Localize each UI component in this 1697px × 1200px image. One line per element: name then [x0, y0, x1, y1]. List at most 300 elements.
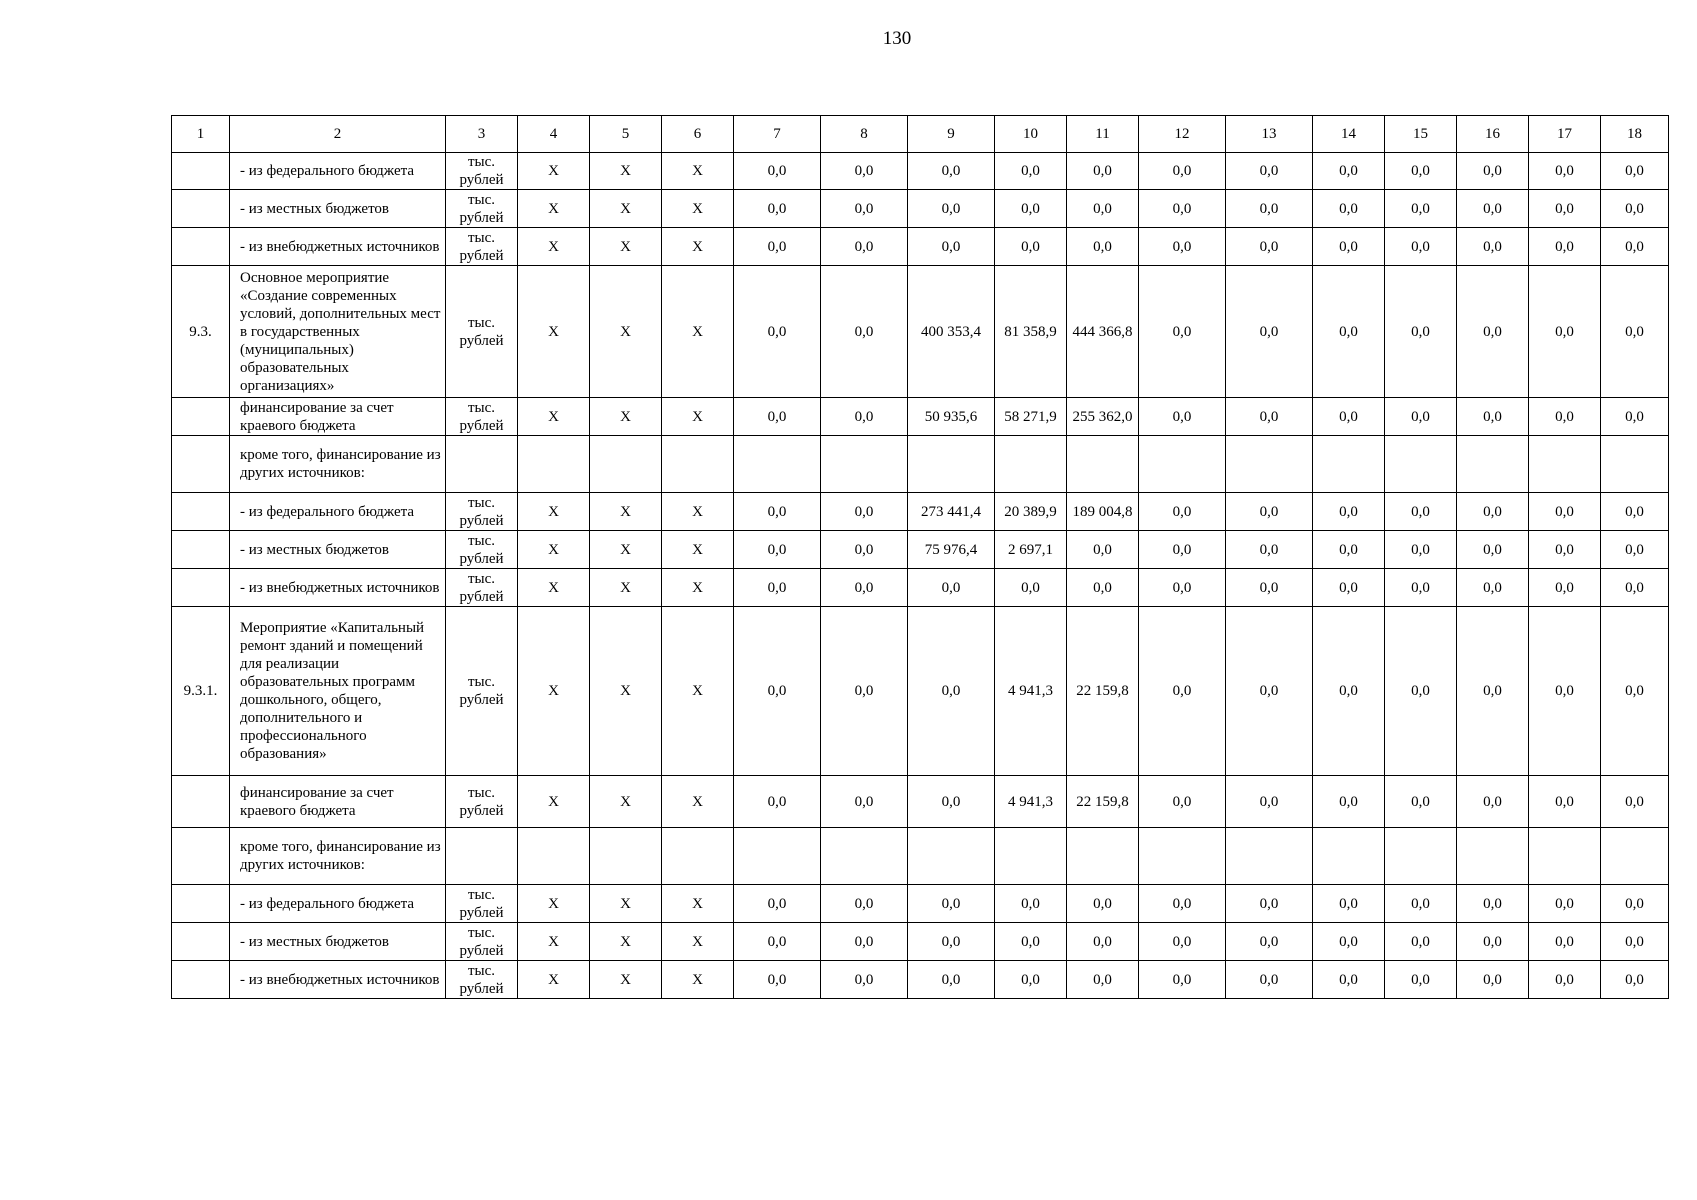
value-cell: X	[662, 153, 734, 190]
value-cell: 0,0	[1601, 493, 1669, 531]
value-cell: 0,0	[1457, 961, 1529, 999]
value-cell	[1313, 436, 1385, 493]
value-cell: 0,0	[1385, 776, 1457, 828]
unit-cell: тыс. рублей	[446, 776, 518, 828]
value-cell: 0,0	[734, 607, 821, 776]
row-number-cell	[172, 885, 230, 923]
value-cell: 0,0	[1529, 153, 1601, 190]
table-row	[172, 531, 1669, 569]
value-cell: X	[662, 398, 734, 436]
value-cell: X	[662, 607, 734, 776]
value-cell	[995, 436, 1067, 493]
value-cell: 0,0	[1385, 531, 1457, 569]
value-cell: 0,0	[908, 190, 995, 228]
row-number-cell	[172, 828, 230, 885]
unit-cell	[446, 828, 518, 885]
table-row	[172, 153, 1669, 190]
value-cell: 0,0	[1313, 923, 1385, 961]
value-cell: X	[590, 885, 662, 923]
value-cell: 0,0	[1139, 607, 1226, 776]
value-cell: 0,0	[1226, 228, 1313, 266]
value-cell	[1601, 436, 1669, 493]
unit-cell: тыс. рублей	[446, 266, 518, 398]
value-cell: 0,0	[1457, 607, 1529, 776]
value-cell: 0,0	[1226, 398, 1313, 436]
value-cell: 0,0	[1226, 885, 1313, 923]
unit-cell: тыс. рублей	[446, 569, 518, 607]
value-cell: 0,0	[1226, 190, 1313, 228]
row-number-cell: 9.3.	[172, 266, 230, 398]
value-cell	[1226, 436, 1313, 493]
row-number-cell	[172, 153, 230, 190]
value-cell: 0,0	[908, 961, 995, 999]
item-name-cell: кроме того, финансирование из других источников:	[230, 828, 446, 885]
table-row	[172, 398, 1669, 436]
value-cell: 0,0	[1067, 531, 1139, 569]
value-cell: 0,0	[734, 398, 821, 436]
value-cell	[821, 436, 908, 493]
item-name-cell: - из федерального бюджета	[230, 493, 446, 531]
header-cell: 13	[1226, 116, 1313, 153]
value-cell: 0,0	[1385, 266, 1457, 398]
value-cell: X	[518, 885, 590, 923]
value-cell: 0,0	[1139, 923, 1226, 961]
value-cell: 0,0	[1139, 153, 1226, 190]
value-cell: 50 935,6	[908, 398, 995, 436]
value-cell: 0,0	[1601, 885, 1669, 923]
row-number-cell	[172, 569, 230, 607]
value-cell	[1529, 828, 1601, 885]
value-cell: 0,0	[1457, 531, 1529, 569]
value-cell: 0,0	[734, 190, 821, 228]
value-cell: 4 941,3	[995, 776, 1067, 828]
value-cell: 0,0	[1457, 266, 1529, 398]
value-cell: 0,0	[734, 776, 821, 828]
value-cell: 0,0	[1457, 923, 1529, 961]
value-cell: 0,0	[995, 153, 1067, 190]
value-cell: 0,0	[1226, 266, 1313, 398]
value-cell: 0,0	[1139, 885, 1226, 923]
value-cell	[821, 828, 908, 885]
value-cell: X	[518, 961, 590, 999]
value-cell: 0,0	[1226, 961, 1313, 999]
value-cell: X	[662, 266, 734, 398]
value-cell	[1313, 828, 1385, 885]
value-cell: X	[518, 398, 590, 436]
value-cell: 0,0	[1313, 228, 1385, 266]
value-cell: X	[590, 607, 662, 776]
value-cell: X	[518, 607, 590, 776]
value-cell: 0,0	[1529, 493, 1601, 531]
header-cell: 14	[1313, 116, 1385, 153]
value-cell: 0,0	[1313, 493, 1385, 531]
value-cell	[1457, 828, 1529, 885]
page-number: 130	[882, 28, 912, 49]
value-cell: 0,0	[734, 493, 821, 531]
item-name-cell: - из внебюджетных источников	[230, 569, 446, 607]
value-cell: 0,0	[995, 228, 1067, 266]
value-cell: 0,0	[1529, 569, 1601, 607]
value-cell: 0,0	[995, 923, 1067, 961]
value-cell: 0,0	[1313, 569, 1385, 607]
value-cell: 0,0	[908, 885, 995, 923]
value-cell: X	[662, 923, 734, 961]
value-cell: X	[590, 266, 662, 398]
item-name-cell: - из федерального бюджета	[230, 153, 446, 190]
value-cell: 0,0	[908, 607, 995, 776]
unit-cell: тыс. рублей	[446, 961, 518, 999]
value-cell	[518, 828, 590, 885]
value-cell: 0,0	[1601, 531, 1669, 569]
header-cell: 11	[1067, 116, 1139, 153]
value-cell: 0,0	[1529, 923, 1601, 961]
unit-cell: тыс. рублей	[446, 923, 518, 961]
item-name-cell: - из местных бюджетов	[230, 190, 446, 228]
value-cell: 0,0	[734, 923, 821, 961]
value-cell: X	[590, 961, 662, 999]
value-cell: 4 941,3	[995, 607, 1067, 776]
unit-cell: тыс. рублей	[446, 531, 518, 569]
value-cell: X	[518, 493, 590, 531]
value-cell: 0,0	[1529, 398, 1601, 436]
value-cell: X	[590, 493, 662, 531]
value-cell: 0,0	[908, 923, 995, 961]
value-cell: 0,0	[1385, 228, 1457, 266]
value-cell: 0,0	[1226, 493, 1313, 531]
value-cell: 0,0	[1529, 607, 1601, 776]
value-cell: 0,0	[1457, 493, 1529, 531]
value-cell: 0,0	[995, 961, 1067, 999]
table-row	[172, 961, 1669, 999]
value-cell: 0,0	[1385, 885, 1457, 923]
value-cell	[1529, 436, 1601, 493]
item-name-cell: - из местных бюджетов	[230, 531, 446, 569]
value-cell: 0,0	[1067, 153, 1139, 190]
unit-cell: тыс. рублей	[446, 228, 518, 266]
value-cell: 0,0	[1457, 398, 1529, 436]
value-cell: 20 389,9	[995, 493, 1067, 531]
value-cell: 0,0	[1529, 266, 1601, 398]
value-cell: X	[518, 569, 590, 607]
table-row	[172, 776, 1669, 828]
value-cell: 0,0	[1313, 885, 1385, 923]
value-cell	[518, 436, 590, 493]
unit-cell: тыс. рублей	[446, 398, 518, 436]
value-cell: 0,0	[1601, 266, 1669, 398]
row-number-cell	[172, 961, 230, 999]
value-cell: 0,0	[1529, 776, 1601, 828]
value-cell: X	[590, 776, 662, 828]
value-cell: 22 159,8	[1067, 776, 1139, 828]
item-name-cell: - из внебюджетных источников	[230, 961, 446, 999]
value-cell: 0,0	[1385, 190, 1457, 228]
header-cell: 8	[821, 116, 908, 153]
value-cell: X	[590, 569, 662, 607]
value-cell	[1067, 828, 1139, 885]
value-cell	[995, 828, 1067, 885]
value-cell: X	[662, 776, 734, 828]
value-cell: 0,0	[1457, 569, 1529, 607]
value-cell: 0,0	[1067, 190, 1139, 228]
value-cell: 0,0	[1139, 776, 1226, 828]
row-number-cell	[172, 228, 230, 266]
value-cell: 189 004,8	[1067, 493, 1139, 531]
header-cell: 9	[908, 116, 995, 153]
value-cell: 0,0	[1067, 885, 1139, 923]
header-cell: 17	[1529, 116, 1601, 153]
value-cell: 0,0	[734, 153, 821, 190]
value-cell: 0,0	[821, 923, 908, 961]
value-cell: 0,0	[1457, 228, 1529, 266]
unit-cell: тыс. рублей	[446, 493, 518, 531]
header-cell: 4	[518, 116, 590, 153]
value-cell	[1457, 436, 1529, 493]
value-cell: 0,0	[821, 885, 908, 923]
value-cell	[662, 828, 734, 885]
table-row	[172, 493, 1669, 531]
value-cell: X	[590, 923, 662, 961]
value-cell: 58 271,9	[995, 398, 1067, 436]
value-cell: 0,0	[1385, 569, 1457, 607]
value-cell: 0,0	[1529, 190, 1601, 228]
unit-cell	[446, 436, 518, 493]
value-cell: X	[518, 531, 590, 569]
value-cell	[908, 828, 995, 885]
value-cell: 0,0	[1139, 266, 1226, 398]
value-cell: 0,0	[1226, 153, 1313, 190]
value-cell: X	[662, 885, 734, 923]
table-row	[172, 266, 1669, 398]
value-cell: 2 697,1	[995, 531, 1067, 569]
value-cell: 0,0	[995, 569, 1067, 607]
value-cell: 0,0	[821, 776, 908, 828]
item-name-cell: Основное мероприятие «Создание современных условий, дополнительных мест в государственных (муниципальных) образовательных организациях»	[230, 266, 446, 398]
value-cell: 0,0	[1226, 607, 1313, 776]
unit-cell: тыс. рублей	[446, 607, 518, 776]
value-cell: 0,0	[1313, 531, 1385, 569]
value-cell: 0,0	[821, 569, 908, 607]
header-cell: 18	[1601, 116, 1669, 153]
value-cell	[1385, 828, 1457, 885]
value-cell: 0,0	[1313, 153, 1385, 190]
value-cell: 0,0	[995, 885, 1067, 923]
value-cell: 0,0	[1226, 776, 1313, 828]
value-cell: 0,0	[821, 153, 908, 190]
value-cell: 0,0	[1067, 569, 1139, 607]
value-cell: 0,0	[734, 885, 821, 923]
value-cell: 0,0	[1601, 923, 1669, 961]
table-row	[172, 885, 1669, 923]
value-cell: 0,0	[908, 569, 995, 607]
value-cell: 0,0	[1139, 569, 1226, 607]
value-cell: 273 441,4	[908, 493, 995, 531]
value-cell: 0,0	[1601, 961, 1669, 999]
header-cell: 10	[995, 116, 1067, 153]
value-cell: 444 366,8	[1067, 266, 1139, 398]
value-cell	[1067, 436, 1139, 493]
value-cell: 0,0	[1139, 531, 1226, 569]
value-cell	[590, 828, 662, 885]
value-cell: 0,0	[1529, 228, 1601, 266]
value-cell: 0,0	[908, 228, 995, 266]
value-cell	[1139, 828, 1226, 885]
row-number-cell	[172, 190, 230, 228]
header-cell: 1	[172, 116, 230, 153]
value-cell: 0,0	[734, 228, 821, 266]
value-cell: X	[518, 266, 590, 398]
value-cell: 0,0	[1139, 961, 1226, 999]
item-name-cell: финансирование за счет краевого бюджета	[230, 776, 446, 828]
value-cell: 0,0	[1313, 266, 1385, 398]
value-cell: X	[662, 493, 734, 531]
item-name-cell: финансирование за счет краевого бюджета	[230, 398, 446, 436]
table-row	[172, 923, 1669, 961]
value-cell: X	[518, 776, 590, 828]
value-cell: 0,0	[734, 531, 821, 569]
value-cell: 0,0	[1226, 569, 1313, 607]
value-cell: 0,0	[1529, 961, 1601, 999]
value-cell	[1601, 828, 1669, 885]
value-cell: 0,0	[1457, 776, 1529, 828]
value-cell: 81 358,9	[995, 266, 1067, 398]
row-number-cell	[172, 436, 230, 493]
value-cell: 0,0	[1139, 190, 1226, 228]
item-name-cell: - из федерального бюджета	[230, 885, 446, 923]
value-cell	[734, 436, 821, 493]
value-cell: X	[662, 961, 734, 999]
header-row	[172, 116, 1669, 153]
header-cell: 12	[1139, 116, 1226, 153]
value-cell	[1226, 828, 1313, 885]
value-cell: 0,0	[1313, 961, 1385, 999]
value-cell: 0,0	[1313, 776, 1385, 828]
value-cell	[734, 828, 821, 885]
value-cell: 0,0	[1457, 153, 1529, 190]
value-cell: 0,0	[1385, 607, 1457, 776]
value-cell: X	[518, 190, 590, 228]
value-cell: 0,0	[908, 153, 995, 190]
value-cell: 255 362,0	[1067, 398, 1139, 436]
value-cell: X	[590, 228, 662, 266]
value-cell: 0,0	[1313, 607, 1385, 776]
value-cell: 0,0	[821, 961, 908, 999]
value-cell: 22 159,8	[1067, 607, 1139, 776]
value-cell: X	[518, 153, 590, 190]
value-cell: 0,0	[1385, 398, 1457, 436]
value-cell: 0,0	[1139, 493, 1226, 531]
value-cell: 0,0	[821, 531, 908, 569]
table-row	[172, 569, 1669, 607]
table-row	[172, 228, 1669, 266]
value-cell: 0,0	[1601, 228, 1669, 266]
value-cell: 0,0	[1601, 190, 1669, 228]
value-cell: X	[518, 923, 590, 961]
value-cell	[662, 436, 734, 493]
value-cell: 0,0	[995, 190, 1067, 228]
value-cell: 0,0	[1226, 923, 1313, 961]
value-cell: 0,0	[821, 190, 908, 228]
header-cell: 2	[230, 116, 446, 153]
value-cell: 0,0	[821, 493, 908, 531]
value-cell: 0,0	[1601, 607, 1669, 776]
value-cell	[908, 436, 995, 493]
value-cell: 0,0	[1601, 569, 1669, 607]
table-row	[172, 190, 1669, 228]
item-name-cell: - из внебюджетных источников	[230, 228, 446, 266]
item-name-cell: - из местных бюджетов	[230, 923, 446, 961]
value-cell: 0,0	[1601, 398, 1669, 436]
table-row	[172, 607, 1669, 776]
value-cell	[1139, 436, 1226, 493]
value-cell: 75 976,4	[908, 531, 995, 569]
value-cell: 0,0	[1529, 531, 1601, 569]
row-number-cell	[172, 776, 230, 828]
unit-cell: тыс. рублей	[446, 153, 518, 190]
header-cell: 6	[662, 116, 734, 153]
value-cell	[1385, 436, 1457, 493]
value-cell: 0,0	[734, 266, 821, 398]
budget-table	[171, 115, 1669, 999]
header-cell: 3	[446, 116, 518, 153]
value-cell: X	[590, 153, 662, 190]
row-number-cell	[172, 923, 230, 961]
value-cell	[590, 436, 662, 493]
value-cell: 0,0	[1226, 531, 1313, 569]
value-cell: 0,0	[1457, 190, 1529, 228]
value-cell: 400 353,4	[908, 266, 995, 398]
value-cell: X	[662, 190, 734, 228]
row-number-cell: 9.3.1.	[172, 607, 230, 776]
value-cell: X	[590, 398, 662, 436]
header-cell: 16	[1457, 116, 1529, 153]
value-cell: X	[590, 531, 662, 569]
item-name-cell: Мероприятие «Капитальный ремонт зданий и помещений для реализации образовательных программ дошкольного, общего, дополнительного и профессионального образования»	[230, 607, 446, 776]
value-cell: 0,0	[1139, 398, 1226, 436]
item-name-cell: кроме того, финансирование из других источников:	[230, 436, 446, 493]
value-cell: X	[662, 228, 734, 266]
value-cell: 0,0	[821, 228, 908, 266]
value-cell: X	[590, 190, 662, 228]
header-cell: 7	[734, 116, 821, 153]
value-cell: 0,0	[1529, 885, 1601, 923]
value-cell: 0,0	[1067, 923, 1139, 961]
header-cell: 15	[1385, 116, 1457, 153]
value-cell: 0,0	[1067, 961, 1139, 999]
value-cell: 0,0	[821, 607, 908, 776]
value-cell: 0,0	[1385, 961, 1457, 999]
value-cell: 0,0	[1385, 153, 1457, 190]
header-cell: 5	[590, 116, 662, 153]
value-cell: 0,0	[821, 398, 908, 436]
value-cell: 0,0	[1385, 923, 1457, 961]
value-cell: X	[518, 228, 590, 266]
unit-cell: тыс. рублей	[446, 885, 518, 923]
row-number-cell	[172, 493, 230, 531]
value-cell: 0,0	[734, 569, 821, 607]
value-cell: X	[662, 531, 734, 569]
unit-cell: тыс. рублей	[446, 190, 518, 228]
table-row	[172, 828, 1669, 885]
value-cell: X	[662, 569, 734, 607]
table-row	[172, 436, 1669, 493]
value-cell: 0,0	[821, 266, 908, 398]
value-cell: 0,0	[1139, 228, 1226, 266]
value-cell: 0,0	[1313, 398, 1385, 436]
value-cell: 0,0	[1457, 885, 1529, 923]
value-cell: 0,0	[1601, 153, 1669, 190]
value-cell: 0,0	[734, 961, 821, 999]
value-cell: 0,0	[1067, 228, 1139, 266]
